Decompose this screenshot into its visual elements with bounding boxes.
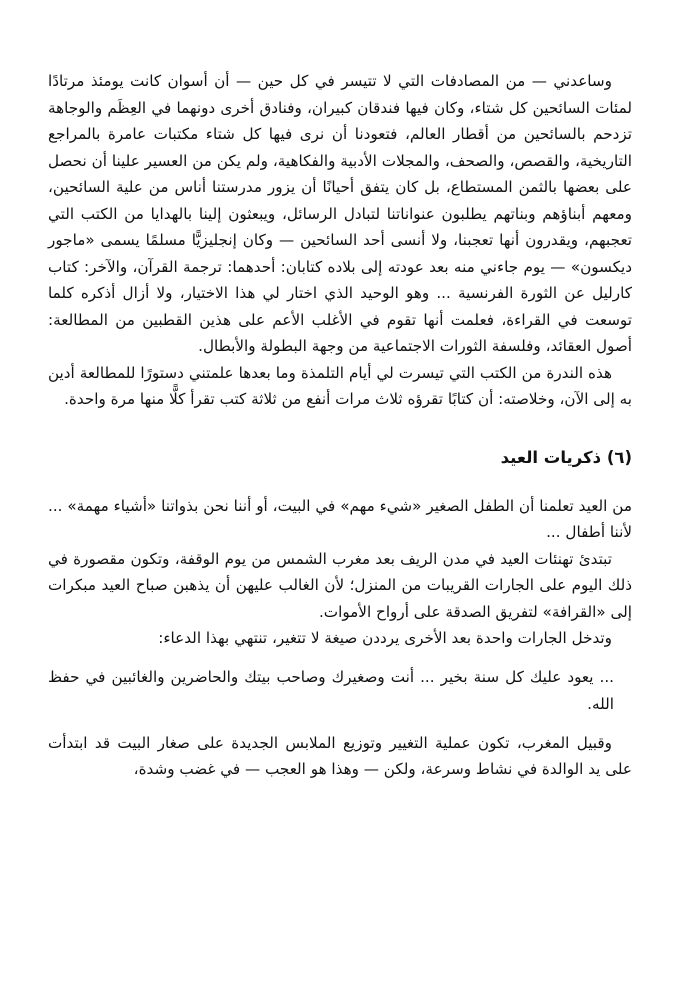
paragraph-evening: وقبيل المغرب، تكون عملية التغيير وتوزيع الملابس الجديدة على صغار البيت قد ابتدأت على يد الوالدة في نشاط وسرعة، ولكن — وهذا هو العجب — في غضب وشدة، [48, 733, 632, 778]
paragraph-reading-rule: هذه الندرة من الكتب التي تيسرت لي أيام التلمذة وما بعدها علمتني دستورًا للمطالعة أدين به إلى الآن، وخلاصته: أن كتابًا تقرؤه ثلاث مرات أنفع من ثلاثة كتب تقرأ كلًّا منها مرة واحدة. [48, 363, 632, 408]
quoted-prayer: ... يعود عليك كل سنة بخير ... أنت وصغيرك وصاحب بيتك والحاضرين والغائبين في حفظ الله. [48, 667, 614, 713]
paragraph-eid-intro: من العيد تعلمنا أن الطفل الصغير «شيء مهم» في البيت، أو أننا نحن بذواتنا «أشياء مهمة» ... لأننا أطفال ... [48, 496, 632, 541]
section-heading: (٦) ذكريات العيد [500, 447, 632, 467]
paragraph-neighbors: وتدخل الجارات واحدة بعد الأخرى يرددن صيغة لا تتغير، تنتهي بهذا الدعاء: [158, 629, 612, 647]
paragraph-bookshops: وساعدني — من المصادفات التي لا تتيسر في كل حين — أن أسوان كانت يومئذ مرتادًا لمئات السائحين كل شتاء، وكان فيها فندقان كبيران، وفنادق أخرى دونهما في العِظَم والوجاهة تزدحم بالسائحين من أقطار العالم، فتعودنا أن نرى فيها كل شتاء مكتبات عامرة بالمراجع التاريخية، والقصص، والصحف، والمجلات الأدبية والفكاهية، ولم يكن من العسير علينا أن نحصل على بعضها بالثمن المستطاع، بل كان يتفق أحيانًا أن يزور مدرستنا أناس من علية السائحين، ومعهم أبناؤهم وبناتهم يطلبون عنواناتنا لتبادل الرسائل، ويبعثون إلينا بالهدايا من الكتب التي تعجبهم، ويقدرون أنها تعجبنا، ولا أنسى أحد السائحين — وكان إنجليزيًّا مسلمًا يسمى «ماجور ديكسون» — يوم جاءني منه بعد عودته إلى بلاده كتابان: أحدهما: ترجمة القرآن، والآخر: كتاب كارليل عن الثورة الفرنسية ... وهو الوحيد الذي اختار لي هذا الاختيار، ولا أزال أذكره كلما توسعت في القراءة، فعلمت أنها تقوم في الأغلب الأعم على هذين القطبين من المطالعة: أصول العقائد، وفلسفة الثورات الاجتماعية من وجهة البطولة والأبطال. [48, 72, 632, 355]
paragraph-eid-greetings: تبتدئ تهنئات العيد في مدن الريف بعد مغرب الشمس من يوم الوقفة، وتكون مقصورة في ذلك اليوم على الجارات القريبات من المنزل؛ لأن الغالب عليهن أن يذهبن صباح العيد مبكرات إلى «القرافة» لتفريق الصدقة على أرواح الأموات. [48, 549, 632, 621]
